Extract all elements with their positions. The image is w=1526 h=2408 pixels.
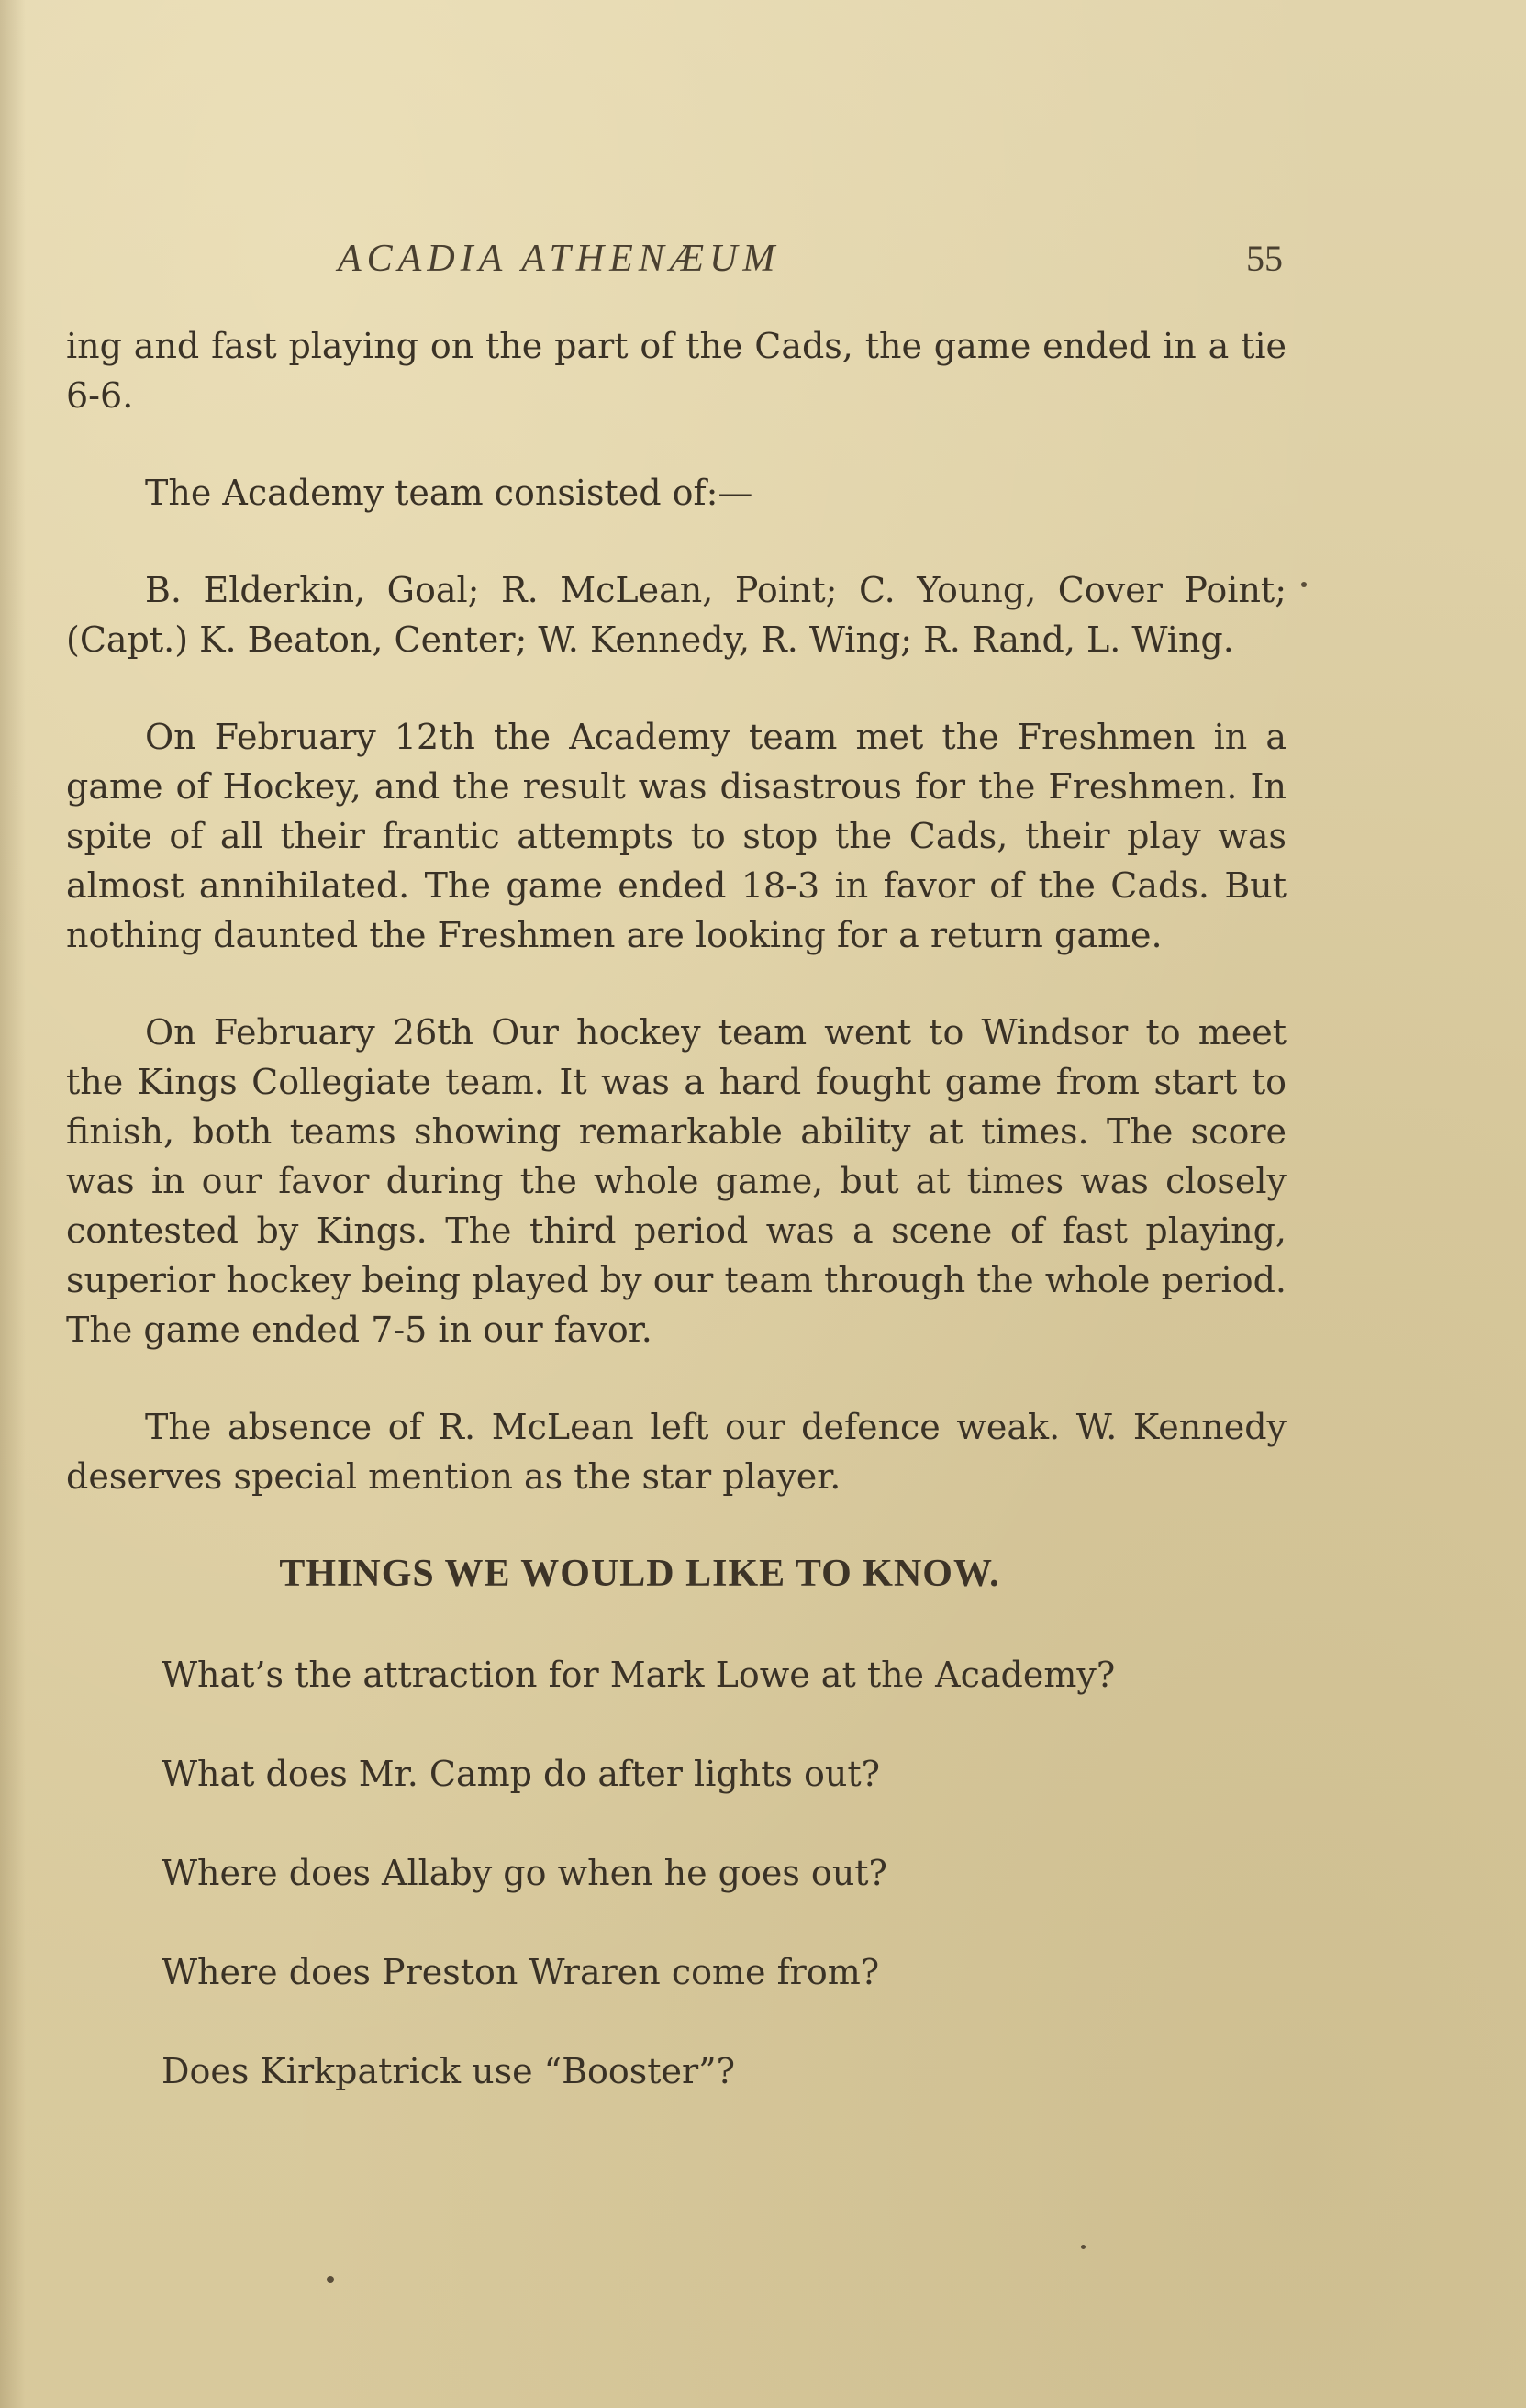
section-heading: THINGS WE WOULD LIKE TO KNOW. <box>279 1553 1000 1595</box>
running-head <box>338 237 1283 292</box>
ink-speck <box>327 2276 334 2283</box>
body-text <box>66 321 1287 2146</box>
paragraph-star-player: The absence of R. McLean left our defence weak. W. Kennedy deserves special mention as the star player. <box>66 1407 1287 1497</box>
paragraph-freshmen-game: On February 12th the Academy team met the Freshmen in a game of Hockey, and the result was disastrous for the Freshmen. In spite of all their frantic attempts to stop the Cads, their play was almost annihilated. The game ended 18-3 in favor of the Cads. But nothing daunted the Freshmen are looking for a return game. <box>66 717 1287 955</box>
question-item: Where does Preston Wraren come from? <box>162 1952 880 1992</box>
question-item: Where does Allaby go when he goes out? <box>162 1853 887 1893</box>
scan-edge-shadow <box>0 0 26 2408</box>
question-item: Does Kirkpatrick use “Booster”? <box>162 2051 735 2091</box>
question-item: What does Mr. Camp do after lights out? <box>162 1754 880 1794</box>
ink-speck <box>1301 582 1307 587</box>
running-title: ACADIA ATHENÆUM <box>338 238 781 280</box>
paragraph-continuation: ing and fast playing on the part of the Cads, the game ended in a tie 6-6. <box>66 326 1287 416</box>
paragraph-windsor-game: On February 26th Our hockey team went to Windsor to meet the Kings Collegiate team. It was a hard fought game from start to finish, both teams showing remarkable ability at times. The score was in our favor during the whole game, but at times was closely contested by Kings. The third period was a scene of fast playing, superior hockey being played by our team through the whole period. The game ended 7-5 in our favor. <box>66 1012 1287 1350</box>
paragraph-team-roster: B. Elderkin, Goal; R. McLean, Point; C. Young, Cover Point; (Capt.) K. Beaton, Center; W. Kennedy, R. Wing; R. Rand, L. Wing. <box>66 570 1287 660</box>
question-item: What’s the attraction for Mark Lowe at the Academy? <box>162 1655 1116 1695</box>
paragraph-team-intro: The Academy team consisted of:— <box>145 473 753 513</box>
ink-speck <box>1081 2245 1086 2249</box>
page-number: 55 <box>1246 238 1283 279</box>
